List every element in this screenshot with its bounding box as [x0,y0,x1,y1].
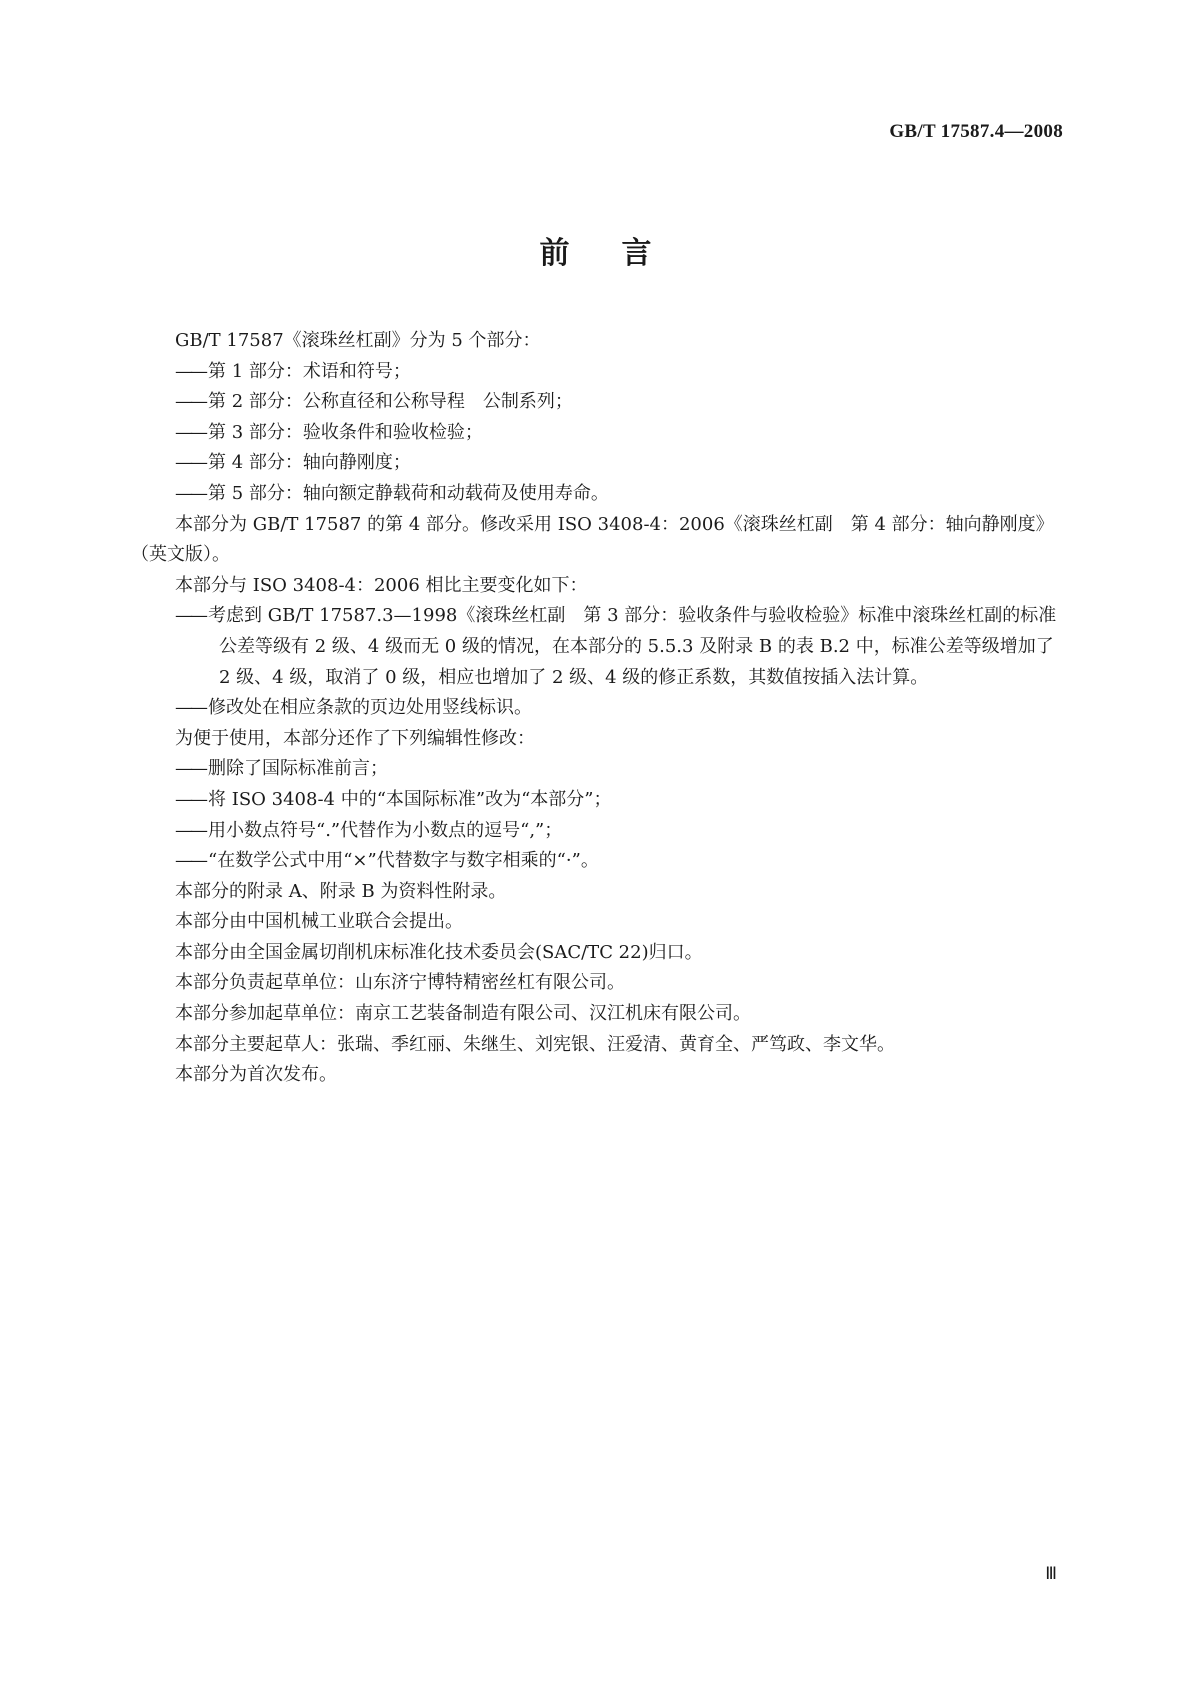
standard-number: GB/T 17587.4—2008 [889,121,1063,142]
proposer-paragraph: 本部分由中国机械工业联合会提出。 [175,911,463,933]
part-list-item: —— 第 4 部分：轴向静刚度； [131,448,1069,479]
annex-paragraph: 本部分的附录 A、附录 B 为资料性附录。 [175,880,507,902]
foreword-body [131,326,1069,1091]
editorial-intro: 为便于使用，本部分还作了下列编辑性修改： [175,727,535,749]
part-list-item: —— 第 3 部分：验收条件和验收检验； [131,418,1069,449]
changes-intro: 本部分与 ISO 3408-4：2006 相比主要变化如下： [175,574,588,596]
editorial-item: —— 删除了国际标准前言； [131,754,1069,785]
drafters-paragraph: 本部分主要起草人：张瑞、季红丽、朱继生、刘宪银、汪爱清、黄育全、严笃政、李文华。 [175,1033,895,1055]
part-list-item: —— 第 1 部分：术语和符号； [131,357,1069,388]
page-number: Ⅲ [1045,1564,1057,1583]
participating-units-paragraph: 本部分参加起草单位：南京工艺装备制造有限公司、汉江机床有限公司。 [175,1003,751,1025]
intro-paragraph: GB/T 17587《滚珠丝杠副》分为 5 个部分： [175,330,541,351]
editorial-item: —— 用小数点符号“.”代替作为小数点的逗号“,”； [131,816,1069,847]
editorial-item: —— “在数学公式中用“×”代替数字与数字相乘的“·”。 [131,846,1069,877]
change-item: —— 修改处在相应条款的页边处用竖线标识。 [131,693,1069,724]
editorial-item: —— 将 ISO 3408-4 中的“本国际标准”改为“本部分”； [131,785,1069,816]
first-release-paragraph: 本部分为首次发布。 [175,1064,337,1086]
drafting-unit-paragraph: 本部分负责起草单位：山东济宁博特精密丝杠有限公司。 [175,972,625,994]
part-list-item: —— 第 5 部分：轴向额定静载荷和动载荷及使用寿命。 [131,479,1069,510]
part-list-item: —— 第 2 部分：公称直径和公称导程 公制系列； [131,387,1069,418]
change-item: —— 考虑到 GB/T 17587.3—1998《滚珠丝杠副 第 3 部分：验收条件与验收检验》标准中滚珠丝杠副的标准公差等级有 2 级、4 级而无 0 级的情况，在本部分的 5.5.3 及附录 B 的表 B.2 中，标准公差等级增加了 2 级、4 级，取消了 0 级，相应也增加了 2 级、4 级的修正系数，其数值按插入法计算。 [131,601,1069,693]
page-title: 前言 [539,236,704,271]
adoption-paragraph: 本部分为 GB/T 17587 的第 4 部分。修改采用 ISO 3408-4：2006《滚珠丝杠副 第 4 部分：轴向静刚度》（英文版）。 [131,513,1054,566]
committee-paragraph: 本部分由全国金属切削机床标准化技术委员会(SAC/TC 22)归口。 [175,941,703,963]
